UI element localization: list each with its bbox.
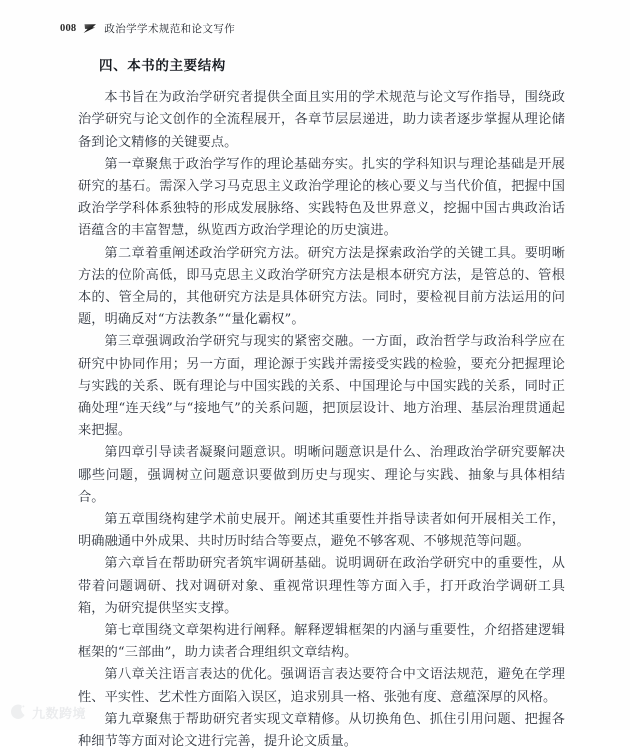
page-folio-number: 008: [60, 22, 77, 34]
watermark: [8, 702, 86, 722]
body-paragraph: 第九章聚焦于帮助研究者实现文章精修。从切换角色、抓住引用问题、把握各种细节等方面对论文进行完善，提升论文质量。: [78, 711, 565, 750]
body-paragraph: 第一章聚焦于政治学写作的理论基础夯实。扎实的学科知识与理论基础是开展研究的基石。需深入学习马克思主义政治学理论的核心要义与当代价值，把握中国政治学学科体系独特的形成发展脉络、实践特色及世界意义，挖掘中国古典政治话语蕴含的丰富智慧，纵览西方政治学理论的历史演进。: [78, 156, 565, 239]
watermark-text: 九数跨境: [32, 706, 87, 722]
body-paragraph: 第七章围绕文章架构进行阐释。解释逻辑框架的内涵与重要性，介绍搭建逻辑框架的“三部曲”，助力读者合理组织文章结构。: [78, 623, 565, 661]
circular-watermark-logo-icon: [8, 702, 28, 722]
body-paragraph: 第三章强调政治学研究与现实的紧密交融。一方面，政治哲学与政治科学应在研究中协同作用；另一方面，理论源于实践并需接受实践的检验，要充分把握理论与实践的关系、既有理论与中国实践的关系、中国理论与中国实践的关系，同时正确处理“连天线”与“接地气”的关系问题，把顶层设计、地方治理、基层治理贯通起来把握。: [78, 334, 565, 439]
body-paragraph: 第六章旨在帮助研究者筑牢调研基础。说明调研在政治学研究中的重要性，从带着问题调研、找对调研对象、重视常识理性等方面入手，打开政治学调研工具箱，为研究提供坚实支撑。: [78, 556, 565, 616]
running-head: [60, 18, 235, 38]
page-content: [78, 58, 565, 753]
slanted-z-mark-icon: [82, 22, 98, 35]
body-paragraph: 第四章引导读者凝聚问题意识。明晰问题意识是什么、治理政治学研究要解决哪些问题，强调树立问题意识要做到历史与现实、理论与实践、抽象与具体相结合。: [78, 445, 565, 505]
body-paragraph: 本书旨在为政治学研究者提供全面且实用的学术规范与论文写作指导，围绕政治学研究与论文创作的全流程展开，各章节层层递进，助力读者逐步掌握从理论储备到论文精修的关键要点。: [78, 90, 565, 150]
running-head-book-title: 政治学学术规范和论文写作: [104, 22, 236, 35]
body-paragraph: 第八章关注语言表达的优化。强调语言表达要符合中文语法规范，避免在学理性、平实性、艺术性方面陷入误区，追求别具一格、张弛有度、意蕴深厚的风格。: [78, 667, 565, 705]
body-paragraph: 第五章围绕构建学术前史展开。阐述其重要性并指导读者如何开展相关工作，明确融通中外成果、共时历时结合等要点，避免不够客观、不够规范等问题。: [78, 512, 565, 550]
section-heading: 四、本书的主要结构: [99, 58, 226, 74]
body-paragraph: 第二章着重阐述政治学研究方法。研究方法是探索政治学的关键工具。要明晰方法的位阶高低，即马克思主义政治学研究方法是根本研究方法，是管总的、管根本的、管全局的，其他研究方法是具体研究方法。同时，要检视目前方法运用的问题，明确反对“方法教条”“量化霸权”。: [78, 245, 565, 328]
